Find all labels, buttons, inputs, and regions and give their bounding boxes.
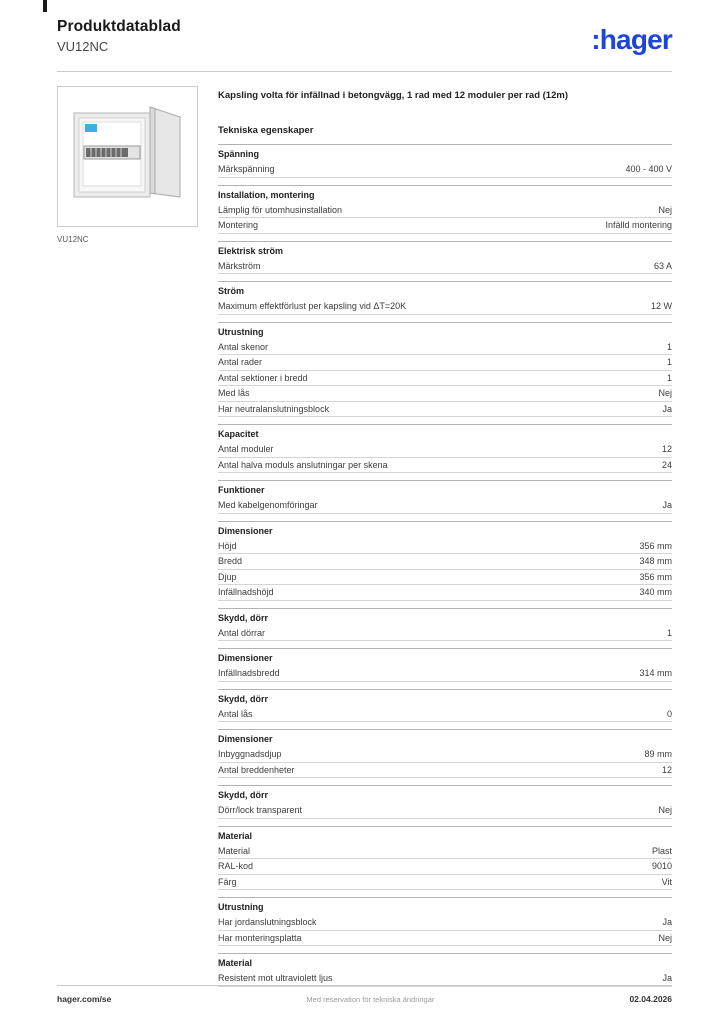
spec-row-value: 12 W xyxy=(650,301,672,312)
spec-row-label: Antal halva moduls anslutningar per skena xyxy=(218,459,388,470)
spec-section xyxy=(218,953,672,987)
spec-section-rows xyxy=(218,442,672,473)
spec-section-title: Material xyxy=(218,953,672,971)
spec-section xyxy=(218,826,672,891)
spec-section xyxy=(218,689,672,723)
spec-row xyxy=(218,458,672,474)
spec-row-value: 356 mm xyxy=(639,540,672,551)
spec-section xyxy=(218,608,672,642)
spec-row-label: Har jordanslutningsblock xyxy=(218,917,317,928)
spec-row-label: Antal lås xyxy=(218,708,253,719)
spec-row-value: 1 xyxy=(666,341,672,352)
spec-row-value: Nej xyxy=(658,932,672,943)
footer-website-link[interactable]: hager.com/se xyxy=(57,994,112,1004)
product-image-column xyxy=(57,86,218,987)
header-divider xyxy=(57,71,672,72)
spec-row xyxy=(218,666,672,682)
spec-row-label: Resistent mot ultraviolett ljus xyxy=(218,973,333,984)
spec-row-value: 12 xyxy=(661,444,672,455)
spec-row-value: Infälld montering xyxy=(605,220,672,231)
page-title: Produktdatablad xyxy=(57,18,181,35)
spec-section xyxy=(218,185,672,234)
spec-row-value: Ja xyxy=(662,917,672,928)
spec-row-value: Vit xyxy=(661,876,672,887)
spec-row-label: Med lås xyxy=(218,388,250,399)
spec-section-title: Spänning xyxy=(218,144,672,162)
product-image-frame xyxy=(57,86,198,227)
product-image-caption: VU12NC xyxy=(57,235,89,244)
spec-row xyxy=(218,355,672,371)
spec-section xyxy=(218,521,672,601)
spec-row-label: Maximum effektförlust per kapsling vid ΔT=20K xyxy=(218,301,407,312)
spec-row-value: Nej xyxy=(658,204,672,215)
spec-row-value: 9010 xyxy=(651,861,672,872)
spec-row xyxy=(218,915,672,931)
crop-mark xyxy=(43,0,47,12)
spec-row-value: Plast xyxy=(651,845,672,856)
spec-row xyxy=(218,707,672,723)
spec-section-rows xyxy=(218,707,672,723)
spec-row-value: Nej xyxy=(658,805,672,816)
spec-row xyxy=(218,747,672,763)
spec-row xyxy=(218,859,672,875)
spec-section-rows xyxy=(218,498,672,514)
spec-section-rows xyxy=(218,747,672,778)
spec-row xyxy=(218,554,672,570)
enclosure-drawing-icon xyxy=(67,96,189,218)
spec-sections xyxy=(218,144,672,987)
spec-section-title: Dimensioner xyxy=(218,729,672,747)
spec-row-label: Antal skenor xyxy=(218,341,269,352)
spec-section-title: Funktioner xyxy=(218,480,672,498)
spec-section-rows xyxy=(218,803,672,819)
spec-row-label: Antal rader xyxy=(218,357,263,368)
spec-row xyxy=(218,203,672,219)
product-code: VU12NC xyxy=(57,39,109,54)
spec-row-label: Antal sektioner i bredd xyxy=(218,372,308,383)
spec-row-value: 356 mm xyxy=(639,571,672,582)
spec-row-label: Färg xyxy=(218,876,237,887)
spec-row xyxy=(218,162,672,178)
spec-row-value: 24 xyxy=(661,459,672,470)
spec-row xyxy=(218,371,672,387)
hager-logo: :hager xyxy=(591,24,672,55)
spec-row-label: Infällnadsbredd xyxy=(218,668,280,679)
spec-row-label: Antal dörrar xyxy=(218,627,266,638)
spec-row-value: Nej xyxy=(658,388,672,399)
spec-section xyxy=(218,729,672,778)
footer-disclaimer: Med reservation för tekniska ändringar xyxy=(306,995,435,1004)
spec-row-value: 12 xyxy=(661,764,672,775)
tech-properties-heading: Tekniska egenskaper xyxy=(218,125,314,137)
spec-section xyxy=(218,897,672,946)
spec-row-value: Ja xyxy=(662,973,672,984)
spec-section-rows xyxy=(218,666,672,682)
spec-row-label: Höjd xyxy=(218,540,237,551)
spec-section xyxy=(218,648,672,682)
spec-section-title: Utrustning xyxy=(218,322,672,340)
spec-row xyxy=(218,386,672,402)
spec-row-value: 89 mm xyxy=(644,749,672,760)
spec-section xyxy=(218,241,672,275)
spec-row-label: Infällnadshöjd xyxy=(218,587,274,598)
page-header xyxy=(57,18,672,54)
spec-row xyxy=(218,259,672,275)
spec-row-label: Har neutralanslutningsblock xyxy=(218,403,330,414)
spec-row-label: Lämplig för utomhusinstallation xyxy=(218,204,343,215)
spec-row-value: Ja xyxy=(662,403,672,414)
spec-row xyxy=(218,844,672,860)
spec-row xyxy=(218,875,672,891)
spec-section-title: Elektrisk ström xyxy=(218,241,672,259)
spec-row-value: 1 xyxy=(666,372,672,383)
spec-section xyxy=(218,281,672,315)
spec-row-label: Med kabelgenomföringar xyxy=(218,500,318,511)
spec-row xyxy=(218,340,672,356)
spec-row-label: Dörr/lock transparent xyxy=(218,805,303,816)
spec-section-rows xyxy=(218,626,672,642)
page-footer xyxy=(57,985,672,1004)
spec-row xyxy=(218,402,672,418)
spec-row-value: 348 mm xyxy=(639,556,672,567)
spec-section-title: Dimensioner xyxy=(218,521,672,539)
spec-row xyxy=(218,803,672,819)
spec-row xyxy=(218,442,672,458)
spec-row-label: Montering xyxy=(218,220,259,231)
spec-row-value: 340 mm xyxy=(639,587,672,598)
spec-row xyxy=(218,498,672,514)
spec-row-value: 1 xyxy=(666,627,672,638)
spec-row-label: Märkspänning xyxy=(218,164,275,175)
spec-section-rows xyxy=(218,539,672,601)
spec-section-rows xyxy=(218,844,672,891)
header-text-block xyxy=(57,18,181,54)
spec-row-label: Djup xyxy=(218,571,237,582)
footer-date: 02.04.2026 xyxy=(629,994,672,1004)
spec-row-label: Antal moduler xyxy=(218,444,274,455)
spec-row-value: Ja xyxy=(662,500,672,511)
spec-section-title: Material xyxy=(218,826,672,844)
spec-row-label: Inbyggnadsdjup xyxy=(218,749,282,760)
spec-row-value: 400 - 400 V xyxy=(625,164,672,175)
spec-row xyxy=(218,570,672,586)
spec-section-title: Utrustning xyxy=(218,897,672,915)
spec-section-rows xyxy=(218,259,672,275)
spec-section-title: Installation, montering xyxy=(218,185,672,203)
spec-section xyxy=(218,424,672,473)
spec-section-rows xyxy=(218,340,672,418)
spec-section xyxy=(218,785,672,819)
spec-section-title: Skydd, dörr xyxy=(218,689,672,707)
spec-row-label: Antal breddenheter xyxy=(218,764,295,775)
spec-row xyxy=(218,539,672,555)
spec-row xyxy=(218,931,672,947)
spec-row-label: Bredd xyxy=(218,556,243,567)
spec-row-value: 314 mm xyxy=(639,668,672,679)
spec-row-value: 63 A xyxy=(653,260,672,271)
spec-row xyxy=(218,626,672,642)
spec-column xyxy=(218,86,672,987)
spec-row xyxy=(218,218,672,234)
spec-row-value: 0 xyxy=(666,708,672,719)
spec-section xyxy=(218,322,672,418)
spec-section-title: Skydd, dörr xyxy=(218,608,672,626)
spec-section-title: Ström xyxy=(218,281,672,299)
spec-section xyxy=(218,144,672,178)
spec-section-rows xyxy=(218,203,672,234)
spec-section-title: Kapacitet xyxy=(218,424,672,442)
spec-row xyxy=(218,299,672,315)
spec-section-title: Dimensioner xyxy=(218,648,672,666)
spec-row-label: Material xyxy=(218,845,251,856)
spec-row xyxy=(218,585,672,601)
spec-section xyxy=(218,480,672,514)
spec-row-value: 1 xyxy=(666,357,672,368)
spec-section-title: Skydd, dörr xyxy=(218,785,672,803)
spec-row xyxy=(218,763,672,779)
spec-section-rows xyxy=(218,299,672,315)
spec-row-label: Har monteringsplatta xyxy=(218,932,302,943)
product-description: Kapsling volta för infällnad i betongvägg, 1 rad med 12 moduler per rad (12m) xyxy=(218,90,568,101)
spec-section-rows xyxy=(218,162,672,178)
spec-section-rows xyxy=(218,915,672,946)
spec-row-label: RAL-kod xyxy=(218,861,254,872)
spec-row-label: Märkström xyxy=(218,260,261,271)
